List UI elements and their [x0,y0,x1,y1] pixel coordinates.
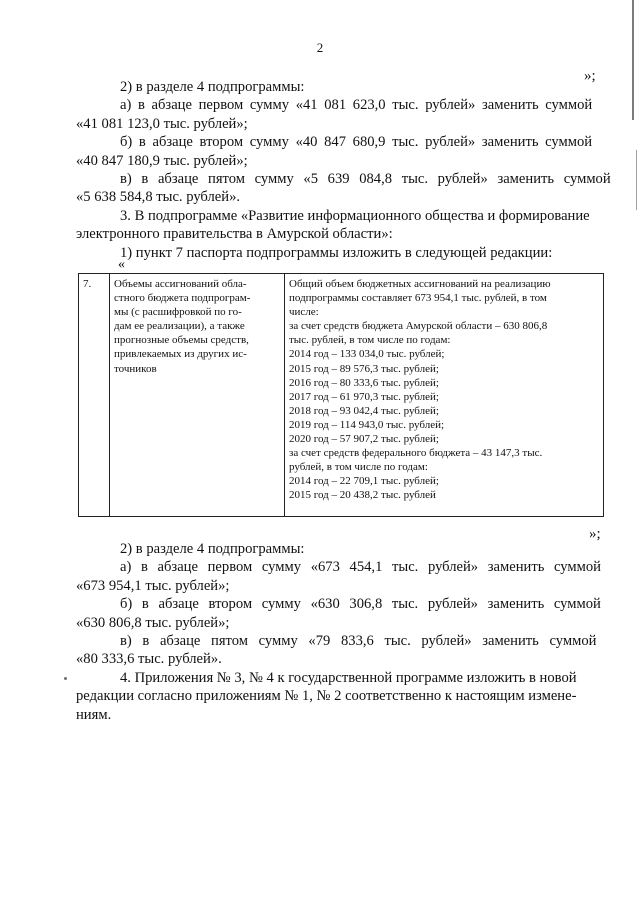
value-line: 2018 год – 93 042,4 тыс. рублей; [289,404,439,417]
section-1-item-a-line1: а) в абзаце первом сумму «41 081 623,0 тыс. рублей» заменить суммой [120,97,593,114]
value-line: тыс. рублей, в том числе по годам: [289,334,451,347]
section-2-item-a-line1: а) в абзаце первом сумму «673 454,1 тыс. рублей» заменить суммой [120,559,601,576]
value-line: рублей, в том числе по годам: [289,461,428,474]
value-line: 2016 год – 80 333,6 тыс. рублей; [289,376,439,389]
value-line: 2014 год – 22 709,1 тыс. рублей; [289,475,439,488]
section-1-heading: 2) в разделе 4 подпрограммы: [120,79,305,95]
scan-speck [64,677,67,680]
row-name-cell [110,274,285,517]
section-2-item-b-line1: б) в абзаце втором сумму «630 306,8 тыс. рублей» заменить суммой [120,596,601,613]
section-2-heading: 2) в разделе 4 подпрограммы: [120,541,305,557]
item-4-line3: ниям. [76,706,112,723]
value-line: 2015 год – 89 576,3 тыс. рублей; [289,362,439,375]
value-line: 2020 год – 57 907,2 тыс. рублей; [289,433,439,446]
opening-quote: « [118,257,125,272]
section-1-item-b-line2: «40 847 180,9 тыс. рублей»; [76,152,248,169]
row-number: 7. [83,278,92,290]
name-line: дам ее реализации), а также [114,320,245,333]
item-3-line1: 3. В подпрограмме «Развитие информационного общества и формирование [120,207,590,224]
section-1-item-a-line2: «41 081 123,0 тыс. рублей»; [76,115,248,132]
row-value-cell [285,274,604,517]
value-line: подпрограммы составляет 673 954,1 тыс. рублей, в том [289,292,547,305]
section-1-item-c-line1: в) в абзаце пятом сумму «5 639 084,8 тыс. рублей» заменить суммой [120,171,611,188]
section-2 [76,540,604,724]
name-line: мы (с расшифровкой по го- [114,306,242,319]
item-4-line2: редакции согласно приложениям № 1, № 2 соответственно к настоящим измене- [76,688,577,705]
value-line: 2019 год – 114 943,0 тыс. рублей; [289,418,445,431]
scan-edge-mark [636,150,637,210]
item-4-line1: 4. Приложения № 3, № 4 к государственной программе изложить в новой [120,669,577,686]
item-3-line2: электронного правительства в Амурской области»: [76,226,393,243]
table-row [79,274,604,517]
section-2-item-c-line1: в) в абзаце пятом сумму «79 833,6 тыс. рублей» заменить суммой [120,633,597,650]
passport-table [78,273,604,517]
row-number-cell [79,274,110,517]
closing-quote-top: »; [584,68,596,84]
closing-quote-table: »; [589,526,601,542]
name-line: привлекаемых из других ис- [114,348,247,361]
section-1-item-c-line2: «5 638 584,8 тыс. рублей». [76,189,241,206]
section-1-item-b-line1: б) в абзаце втором сумму «40 847 680,9 тыс. рублей» заменить суммой [120,134,593,151]
value-line: 2014 год – 133 034,0 тыс. рублей; [289,348,445,361]
value-line: за счет средств бюджета Амурской области – 630 806,8 [289,320,548,333]
name-line: стного бюджета подпрограм- [114,292,251,305]
page-number: 2 [316,40,324,55]
section-2-item-b-line2: «630 806,8 тыс. рублей»; [76,614,230,631]
section-2-item-c-line2: «80 333,6 тыс. рублей». [76,651,222,668]
name-line: прогнозные объемы средств, [114,334,249,347]
value-line: 2015 год – 20 438,2 тыс. рублей [289,489,436,502]
section-2-item-a-line2: «673 954,1 тыс. рублей»; [76,577,230,594]
scan-edge-mark [632,0,634,120]
name-line: Объемы ассигнований обла- [114,278,247,290]
value-line: за счет средств федерального бюджета – 43 147,3 тыс. [289,447,543,460]
value-line: 2017 год – 61 970,3 тыс. рублей; [289,390,439,403]
value-line: Общий объем бюджетных ассигнований на реализацию [289,278,551,290]
section-1 [76,78,611,262]
item-3-point1: 1) пункт 7 паспорта подпрограммы изложить в следующей редакции: [120,244,553,261]
value-line: числе: [289,306,319,319]
name-line: точников [114,362,157,375]
